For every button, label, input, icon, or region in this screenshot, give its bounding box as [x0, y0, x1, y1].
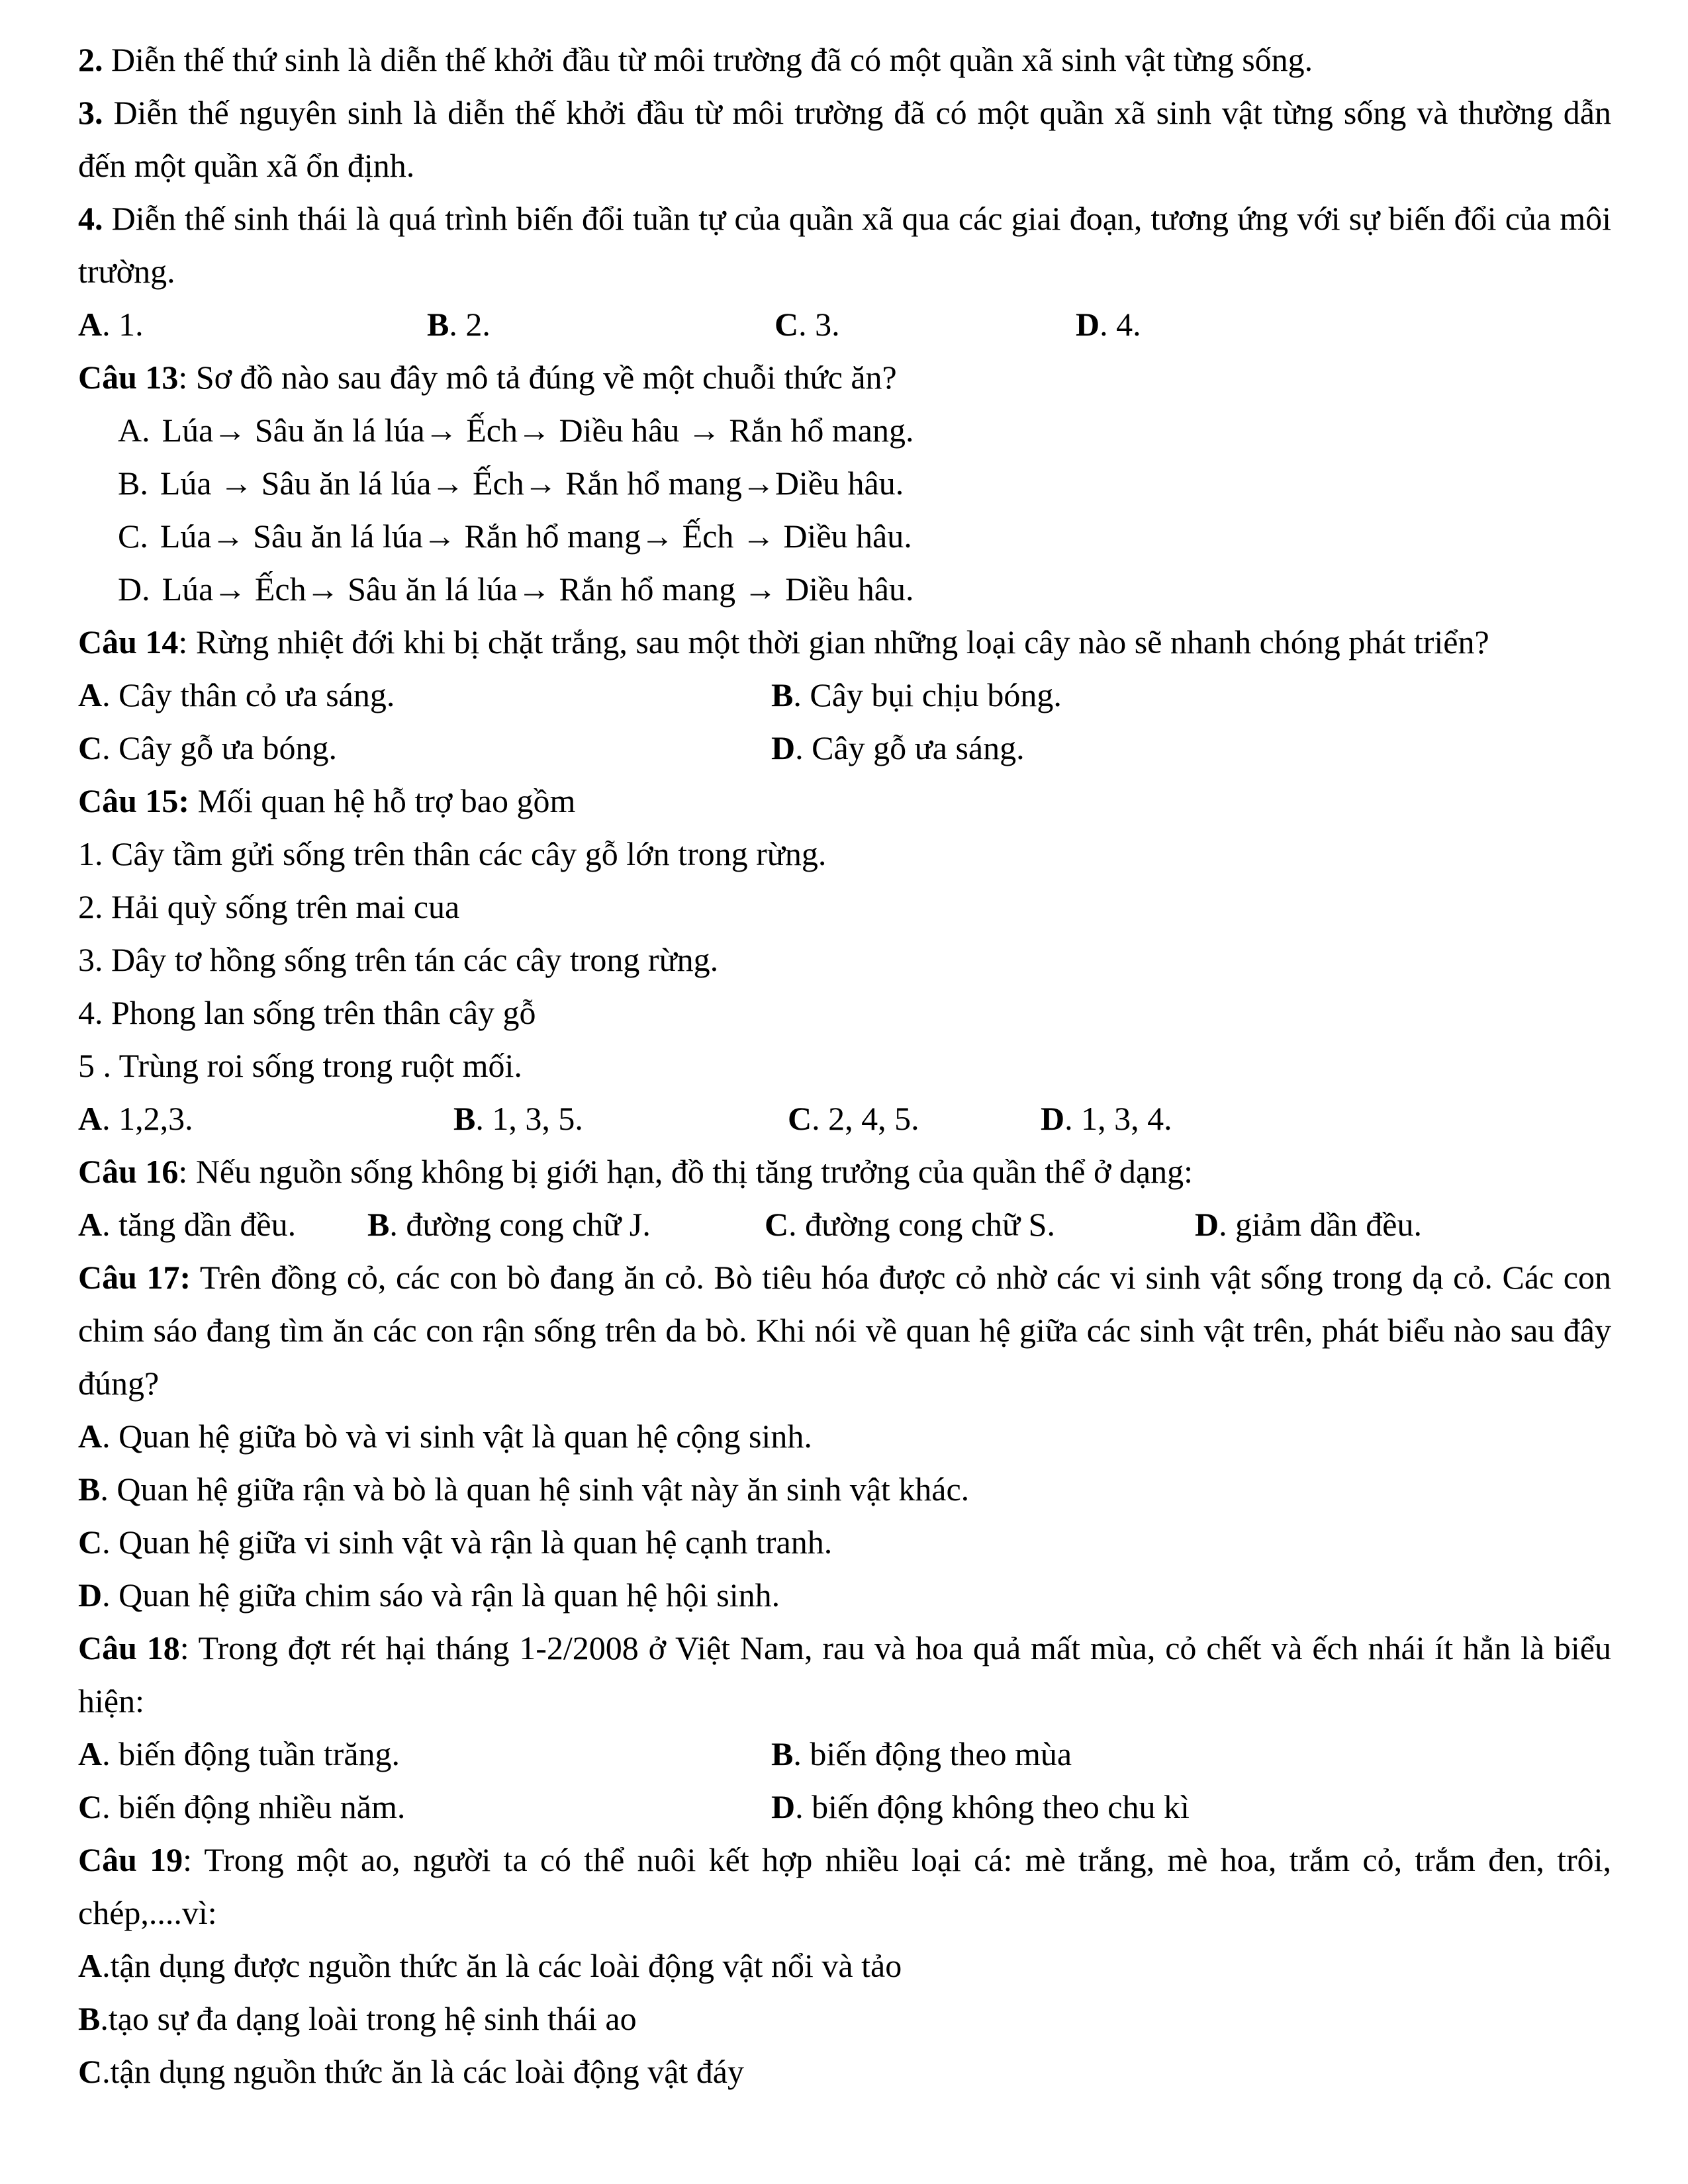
q15-item-4: 4. Phong lan sống trên thân cây gỗ — [78, 994, 536, 1031]
q13-option-c[interactable]: C. Lúa→ Sâu ăn lá lúa→ Rắn hổ mang→ Ếch → Diều hâu. — [118, 518, 912, 555]
q16-option-d[interactable]: D. giảm dần đều. — [1195, 1206, 1422, 1243]
q15-item-2: 2. Hải quỳ sống trên mai cua — [78, 888, 460, 925]
q14-option-a[interactable]: A. Cây thân cỏ ưa sáng. — [78, 676, 395, 713]
q17-option-a[interactable]: A. Quan hệ giữa bò và vi sinh vật là quan hệ cộng sinh. — [78, 1418, 812, 1455]
q15-item-3: 3. Dây tơ hồng sống trên tán các cây trong rừng. — [78, 941, 719, 978]
q15-item-5: 5 . Trùng roi sống trong ruột mối. — [78, 1047, 522, 1084]
q13-option-b[interactable]: B. Lúa → Sâu ăn lá lúa→ Ếch→ Rắn hổ mang→Diều hâu. — [118, 465, 904, 502]
q14-question: Câu 14: Rừng nhiệt đới khi bị chặt trắng, sau một thời gian những loại cây nào sẽ nhanh chóng phát triển? — [78, 623, 1489, 660]
statement-3: 3. Diễn thế nguyên sinh là diễn thế khởi đầu từ môi trường đã có một quần xã sinh vật từng sống và thường dẫn đến một quần xã ổn định. — [78, 94, 1611, 184]
q18-option-b[interactable]: B. biến động theo mùa — [771, 1735, 1072, 1772]
q16-option-a[interactable]: A. tăng dần đều. — [78, 1206, 297, 1243]
q19-option-b[interactable]: B.tạo sự đa dạng loài trong hệ sinh thái ao — [78, 2000, 637, 2037]
q19-option-a[interactable]: A.tận dụng được nguồn thức ăn là các loài động vật nổi và tảo — [78, 1947, 902, 1984]
q13-question: Câu 13: Sơ đồ nào sau đây mô tả đúng về một chuỗi thức ăn? — [78, 359, 897, 396]
q15-item-1: 1. Cây tầm gửi sống trên thân các cây gỗ lớn trong rừng. — [78, 835, 827, 872]
q18-question: Câu 18: Trong đợt rét hại tháng 1-2/2008 ở Việt Nam, rau và hoa quả mất mùa, cỏ chết và ếch nhái ít hẳn là biểu hiện: — [78, 1629, 1611, 1719]
q14-option-b[interactable]: B. Cây bụi chịu bóng. — [771, 676, 1062, 713]
q16-question: Câu 16: Nếu nguồn sống không bị giới hạn, đồ thị tăng trưởng của quần thể ở dạng: — [78, 1153, 1194, 1190]
q19-option-c[interactable]: C.tận dụng nguồn thức ăn là các loài động vật đáy — [78, 2053, 744, 2090]
q18-option-d[interactable]: D. biến động không theo chu kì — [771, 1788, 1190, 1825]
q13-option-a[interactable]: A. Lúa→ Sâu ăn lá lúa→ Ếch→ Diều hâu → Rắn hổ mang. — [118, 412, 914, 449]
q16-option-b[interactable]: B. đường cong chữ J. — [367, 1206, 651, 1243]
q14-option-d[interactable]: D. Cây gỗ ưa sáng. — [771, 729, 1025, 766]
q17-question: Câu 17: Trên đồng cỏ, các con bò đang ăn cỏ. Bò tiêu hóa được cỏ nhờ các vi sinh vật sống trong dạ cỏ. Các con chim sáo đang tìm ăn các con rận sống trên da bò. Khi nói về quan hệ giữa các sinh vật trên, phát biểu nào sau đây đúng? — [78, 1259, 1611, 1402]
q16-option-c[interactable]: C. đường cong chữ S. — [765, 1206, 1055, 1243]
q17-option-c[interactable]: C. Quan hệ giữa vi sinh vật và rận là quan hệ cạnh tranh. — [78, 1524, 833, 1561]
q15-option-b[interactable]: B. 1, 3, 5. — [453, 1100, 583, 1137]
q17-option-b[interactable]: B. Quan hệ giữa rận và bò là quan hệ sinh vật này ăn sinh vật khác. — [78, 1471, 970, 1508]
statement-4: 4. Diễn thế sinh thái là quá trình biến đổi tuần tự của quần xã qua các giai đoạn, tương ứng với sự biến đổi của môi trường. — [78, 200, 1611, 290]
q15-option-c[interactable]: C. 2, 4, 5. — [788, 1100, 919, 1137]
q12-option-d[interactable]: D. 4. — [1076, 306, 1141, 343]
q18-option-c[interactable]: C. biến động nhiều năm. — [78, 1788, 406, 1825]
q13-option-d[interactable]: D. Lúa→ Ếch→ Sâu ăn lá lúa→ Rắn hổ mang → Diều hâu. — [118, 570, 914, 608]
q12-option-c[interactable]: C. 3. — [774, 306, 840, 343]
q15-option-d[interactable]: D. 1, 3, 4. — [1041, 1100, 1172, 1137]
q12-option-a[interactable]: A. 1. — [78, 306, 144, 343]
q15-option-a[interactable]: A. 1,2,3. — [78, 1100, 193, 1137]
q12-option-b[interactable]: B. 2. — [427, 306, 491, 343]
q15-question: Câu 15: Mối quan hệ hỗ trợ bao gồm — [78, 782, 576, 819]
q19-question: Câu 19: Trong một ao, người ta có thể nuôi kết hợp nhiều loại cá: mè trắng, mè hoa, trắm cỏ, trắm đen, trôi, chép,....vì: — [78, 1841, 1612, 1931]
q14-option-c[interactable]: C. Cây gỗ ưa bóng. — [78, 729, 337, 766]
q17-option-d[interactable]: D. Quan hệ giữa chim sáo và rận là quan hệ hội sinh. — [78, 1576, 780, 1614]
q18-option-a[interactable]: A. biến động tuần trăng. — [78, 1735, 400, 1772]
statement-2: 2. Diễn thế thứ sinh là diễn thế khởi đầu từ môi trường đã có một quần xã sinh vật từng sống. — [78, 41, 1313, 78]
